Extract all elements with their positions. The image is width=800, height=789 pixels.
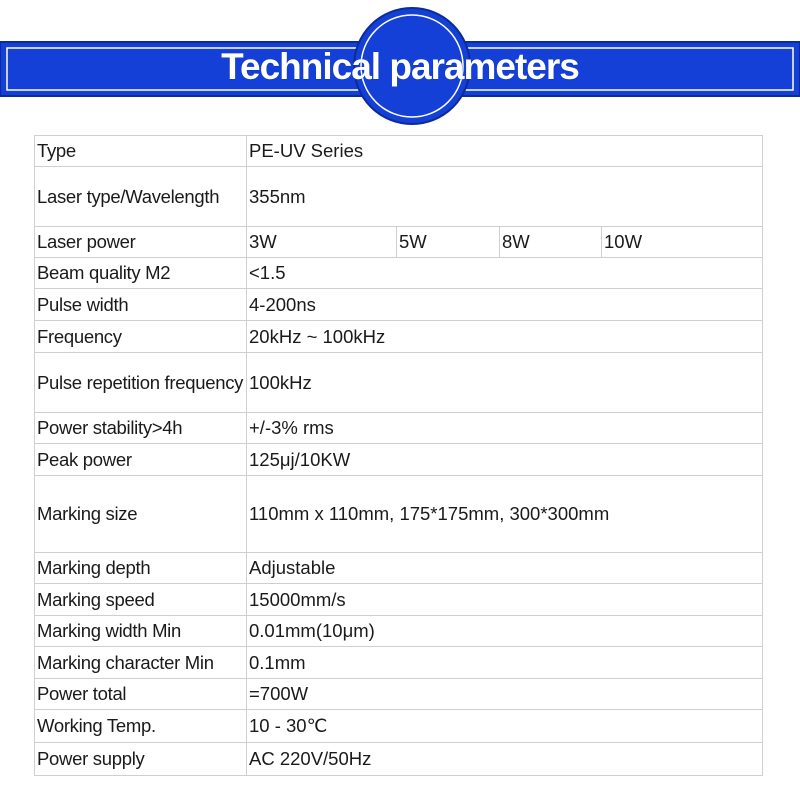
table-row [35,289,763,321]
table-row [35,616,763,647]
table-row [35,258,763,289]
row-value: =700W [247,679,763,710]
row-label: Working Temp. [35,710,247,743]
title-banner [0,0,800,130]
row-label: Marking speed [35,584,247,616]
power-option-8w: 8W [500,227,602,258]
row-label: Pulse width [35,289,247,321]
table-row [35,584,763,616]
table-row [35,743,763,776]
row-value: 100kHz [247,353,763,413]
table-row [35,321,763,353]
row-label: Beam quality M2 [35,258,247,289]
row-value: PE-UV Series [247,136,763,167]
table-row [35,227,763,258]
table-row [35,444,763,476]
row-label: Marking character Min [35,647,247,679]
row-value: 15000mm/s [247,584,763,616]
row-value: 0.01mm(10μm) [247,616,763,647]
table-row [35,710,763,743]
row-value: 110mm x 110mm, 175*175mm, 300*300mm [247,476,763,553]
power-option-3w: 3W [247,227,397,258]
row-value: 10 - 30℃ [247,710,763,743]
row-value: Adjustable [247,553,763,584]
row-label: Pulse repetition frequency [35,353,247,413]
row-label: Frequency [35,321,247,353]
table-row [35,476,763,553]
row-value: 0.1mm [247,647,763,679]
row-label: Laser type/Wavelength [35,167,247,227]
row-value: +/-3% rms [247,413,763,444]
row-label: Laser power [35,227,247,258]
power-option-10w: 10W [602,227,763,258]
page-title: Technical parameters [221,46,579,87]
row-label: Marking size [35,476,247,553]
row-value: AC 220V/50Hz [247,743,763,776]
row-value: 4-200ns [247,289,763,321]
row-label: Marking width Min [35,616,247,647]
power-option-5w: 5W [397,227,500,258]
row-label: Power stability>4h [35,413,247,444]
row-value: <1.5 [247,258,763,289]
table-row [35,553,763,584]
table-row [35,647,763,679]
table-row [35,413,763,444]
row-label: Type [35,136,247,167]
row-value: 125μj/10KW [247,444,763,476]
table-row [35,679,763,710]
row-label: Power total [35,679,247,710]
spec-table [34,135,763,776]
row-label: Peak power [35,444,247,476]
table-row [35,353,763,413]
row-value: 20kHz ~ 100kHz [247,321,763,353]
row-label: Marking depth [35,553,247,584]
row-label: Power supply [35,743,247,776]
table-row [35,167,763,227]
table-row [35,136,763,167]
row-value: 355nm [247,167,763,227]
